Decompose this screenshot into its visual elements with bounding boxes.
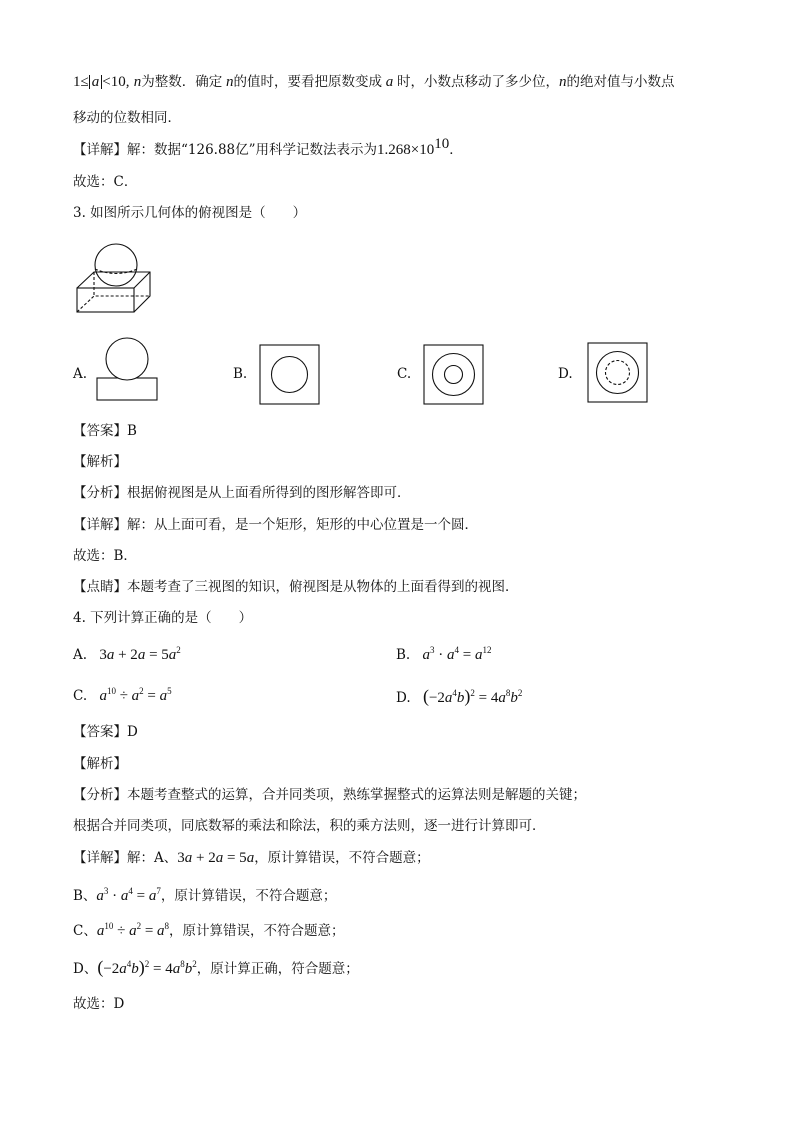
intro-text-1: 为整数．确定 [141, 74, 223, 90]
detail-text: 解：数据“126.88亿”用科学记数法表示为 [127, 142, 378, 158]
q3-option-c-figure [423, 344, 485, 406]
box-back-edges [77, 272, 150, 312]
q3-stem: 3. 如图所示几何体的俯视图是（ ） [73, 205, 307, 221]
q4-fenxi-1: 【分析】本题考查整式的运算，合并同类项，熟练掌握整式的运算法则是解题的关键； [73, 787, 586, 803]
q3-option-d-figure [587, 342, 649, 404]
var-n: n [133, 74, 142, 90]
intro-text-3: 时，小数点移动了多少位， [397, 74, 559, 90]
verdict-wrong: ，原计算错误，不符合题意； [254, 850, 430, 866]
sphere [95, 244, 137, 286]
detail-tag: 【详解】解：A、 [73, 850, 178, 866]
q2-detail [73, 136, 463, 160]
q4-detail-d: D、$(-2a^4b)^2 = 4a^8b^2$，原计算正确，符合题意； [73, 957, 359, 977]
option-letter: D. [396, 690, 411, 706]
item-prefix: D、 [73, 961, 98, 977]
box-hidden-edges [77, 296, 150, 312]
box-top-edge [134, 272, 150, 288]
q4-analysis-tag: 【解析】 [73, 756, 127, 772]
q4-stem: 4. 下列计算正确的是（ ） [73, 610, 253, 626]
q4-answer: 【答案】D [73, 724, 138, 740]
box-front [77, 288, 134, 312]
q2-choose: 故选：C． [73, 174, 138, 190]
q3-option-a-label: A. [73, 366, 88, 382]
q4-option-d: D. $(-2a^4b)^2 = 4a^8b^2$ [396, 686, 523, 706]
q4-fenxi-2: 根据合并同类项，同底数幂的乘法和除法，积的乘方法则，逐一进行计算即可． [73, 818, 546, 834]
q4-detail-a: 【详解】解：A、3a + 2a = 5a，原计算错误，不符合题意； [73, 850, 430, 866]
sci-notation-base: 1.268×10 [377, 142, 435, 158]
q3-fenxi: 【分析】根据俯视图是从上面看所得到的图形解答即可． [73, 485, 411, 501]
verdict-wrong: ，原计算错误，不符合题意； [169, 923, 345, 939]
q4-option-c: C. $a^{10} \div a^2 = a^5$ [73, 686, 172, 704]
q3-option-b-label: B. [233, 366, 248, 382]
option-letter: B. [396, 647, 411, 663]
q3-option-a-figure [95, 337, 159, 401]
q3-choose: 故选：B． [73, 548, 137, 564]
q3-answer: 【答案】B [73, 423, 137, 439]
option-letter: C. [73, 688, 88, 704]
intro-line-1: 1≤ a <10, n为整数．确定 n的值时，要看把原数变成 a 时，小数点移动了多少位，n的绝对值与小数点 [73, 74, 675, 90]
q3-detail: 【详解】解：从上面可看，是一个矩形，矩形的中心位置是一个圆． [73, 517, 478, 533]
q3-option-d-label: D. [558, 366, 573, 382]
q3-comment: 【点睛】本题考查了三视图的知识，俯视图是从物体的上面看得到的视图． [73, 579, 519, 595]
item-prefix: B、 [73, 888, 97, 904]
intro-text-4: 的绝对值与小数点 [566, 74, 675, 90]
q4-option-a: A. $3a + 2a = 5a^2$ [73, 645, 181, 663]
q4-option-b: B. $a^3 \cdot a^4 = a^{12}$ [396, 645, 492, 663]
q4-choose: 故选：D [73, 996, 125, 1012]
sphere-equator [95, 269, 137, 274]
abs-a: a [89, 75, 103, 89]
q3-option-b-figure [259, 344, 321, 406]
condition-upper: <10, [102, 74, 130, 90]
q4-detail-b: B、$a^3 \cdot a^4 = a^7$，原计算错误，不符合题意； [73, 886, 337, 904]
solid-figure [76, 240, 156, 318]
q3-analysis-tag: 【解析】 [73, 454, 127, 470]
q4-detail-c: C、$a^{10} \div a^2 = a^8$，原计算错误，不符合题意； [73, 921, 345, 939]
option-letter: A. [73, 647, 88, 663]
sci-notation-exp: 10 [434, 136, 450, 152]
verdict-right: ，原计算正确，符合题意； [196, 961, 359, 977]
condition-lower: 1≤ [73, 74, 89, 90]
q3-option-c-label: C. [397, 366, 412, 382]
verdict-wrong: ，原计算错误，不符合题意； [160, 888, 337, 904]
item-prefix: C、 [73, 923, 97, 939]
intro-text-2: 的值时，要看把原数变成 [233, 74, 382, 90]
detail-tag: 【详解】 [73, 142, 127, 158]
intro-line-2: 移动的位数相同． [73, 110, 181, 126]
detail-period: ． [449, 142, 463, 158]
